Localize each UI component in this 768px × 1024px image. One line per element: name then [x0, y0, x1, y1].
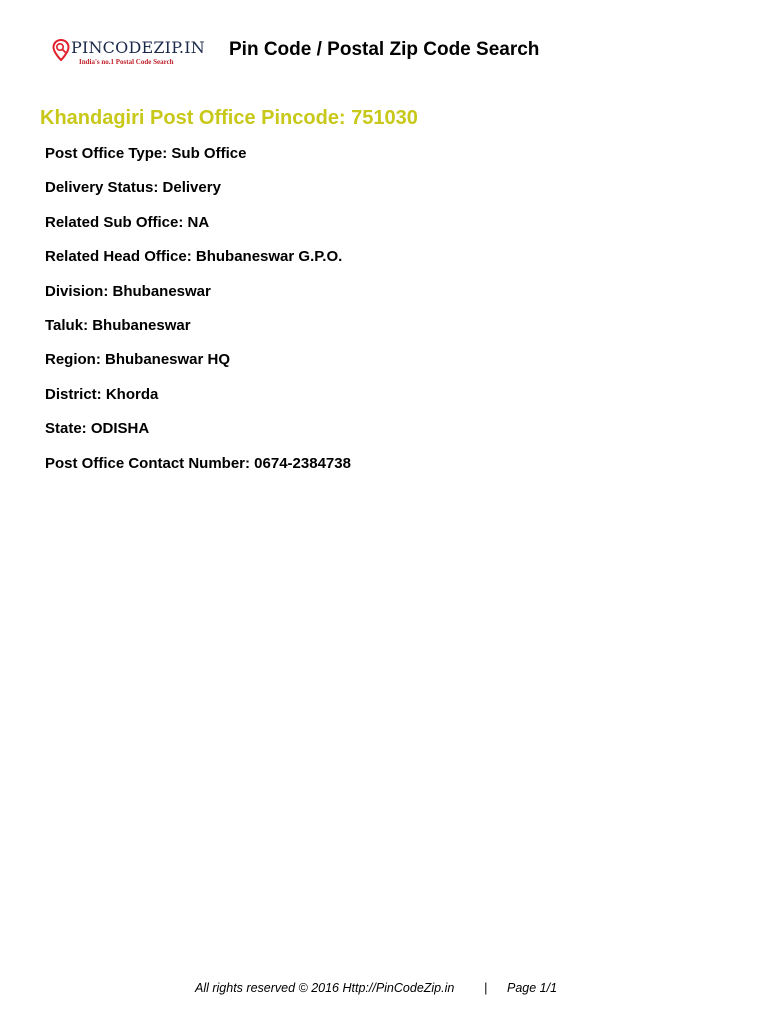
detail-region: Region: Bhubaneswar HQ [45, 351, 231, 369]
page-title: Khandagiri Post Office Pincode: 751030 [40, 107, 418, 129]
site-logo[interactable] [52, 36, 212, 72]
footer-page-number: Page 1/1 [507, 981, 558, 995]
footer-copyright: All rights reserved © 2016 Http://PinCodeZip.in [195, 981, 455, 995]
detail-post-office-type: Post Office Type: Sub Office [45, 145, 247, 162]
page-header [0, 0, 768, 80]
detail-division: Division: Bhubaneswar [45, 282, 211, 300]
detail-state: State: ODISHA [45, 420, 150, 438]
detail-contact-number: Post Office Contact Number: 0674-2384738 [45, 454, 351, 472]
detail-district: District: Khorda [45, 385, 159, 403]
logo-wordmark: PINCODEZIP.IN [71, 38, 205, 57]
logo-tagline: India's no.1 Postal Code Search [79, 58, 174, 66]
site-title: Pin Code / Postal Zip Code Search [229, 39, 540, 60]
post-office-details [45, 145, 351, 489]
page-footer [0, 981, 768, 1001]
footer-separator: | [484, 981, 488, 995]
detail-related-head-office: Related Head Office: Bhubaneswar G.P.O. [45, 248, 343, 266]
location-pin-icon [52, 39, 70, 61]
detail-related-sub-office: Related Sub Office: NA [45, 213, 210, 231]
detail-delivery-status: Delivery Status: Delivery [45, 179, 221, 197]
detail-taluk: Taluk: Bhubaneswar [45, 316, 191, 334]
